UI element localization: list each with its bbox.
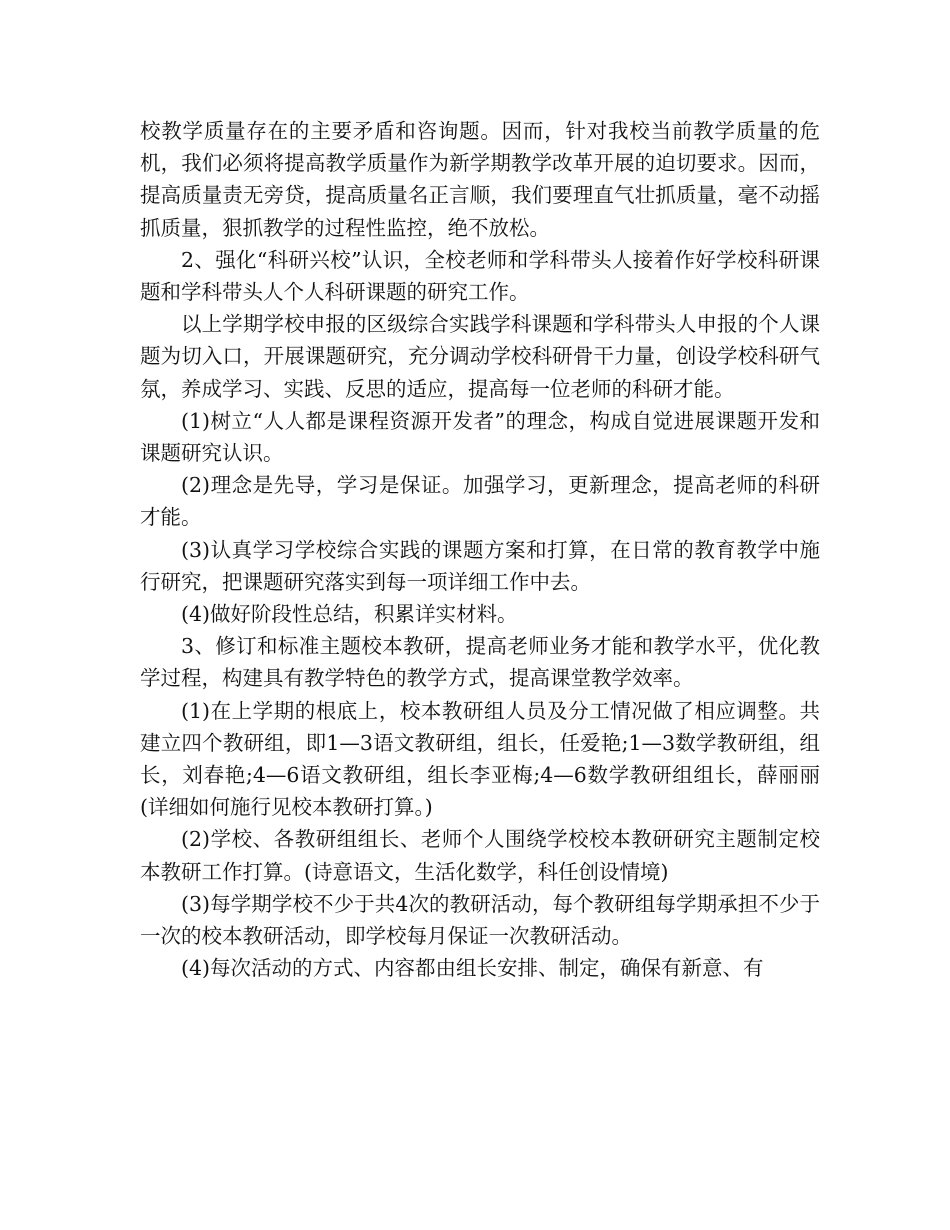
paragraph-school-based-research: 3、修订和标准主题校本教研，提高老师业务才能和教学水平，优化教学过程，构建具有教学特色的教学方式，提高课堂教学效率。	[140, 634, 820, 691]
document-body	[140, 115, 820, 984]
list-item-1: (1)树立“人人都是课程资源开发者”的理念，构成自觉进展课题开发和课题研究认识。	[140, 408, 820, 466]
list-item-7: (3)每学期学校不少于共4次的教研活动，每个教研组每学期承担不少于一次的校本教研活动，即学校每月保证一次教研活动。	[140, 891, 820, 949]
list-item-3: (3)认真学习学校综合实践的课题方案和打算，在日常的教育教学中施行研究，把课题研究落实到每一项详细工作中去。	[140, 537, 820, 594]
list-item-4: (4)做好阶段性总结，积累详实材料。	[181, 602, 518, 627]
paragraph-research-entry: 以上学期学校申报的区级综合实践学科课题和学科带头人申报的个人课题为切入口，开展课题研究，充分调动学校科研骨干力量，创设学校科研气氛，养成学习、实践、反思的适应，提高每一位老师的科研才能。	[140, 312, 820, 401]
list-item-2: (2)理念是先导，学习是保证。加强学习，更新理念，提高老师的科研才能。	[140, 473, 820, 530]
paragraph-continuation: 校教学质量存在的主要矛盾和咨询题。因而，针对我校当前教学质量的危机，我们必须将提高教学质量作为新学期教学改革开展的迫切要求。因而，提高质量责无旁贷，提高质量名正言顺，我们要理直气壮抓质量，毫不动摇抓质量，狠抓教学的过程性监控，绝不放松。	[140, 119, 820, 240]
list-item-5: (1)在上学期的根底上，校本教研组人员及分工情况做了相应调整。共建立四个教研组，即1—3语文教研组，组长，任爱艳;1—3数学教研组，组长，刘春艳;4—6语文教研组，组长李亚梅;4—6数学教研组组长，薛丽丽(详细如何施行见校本教研打算。)	[140, 698, 820, 820]
list-item-8: (4)每次活动的方式、内容都由组长安排、制定，确保有新意、有	[181, 956, 764, 981]
list-item-6: (2)学校、各教研组组长、老师个人围绕学校校本教研研究主题制定校本教研工作打算。(诗意语文，生活化数学，科任创设情境)	[140, 827, 820, 884]
paragraph-research-awareness: 2、强化“科研兴校”认识，全校老师和学科带头人接着作好学校科研课题和学科带头人个人科研课题的研究工作。	[140, 247, 820, 305]
